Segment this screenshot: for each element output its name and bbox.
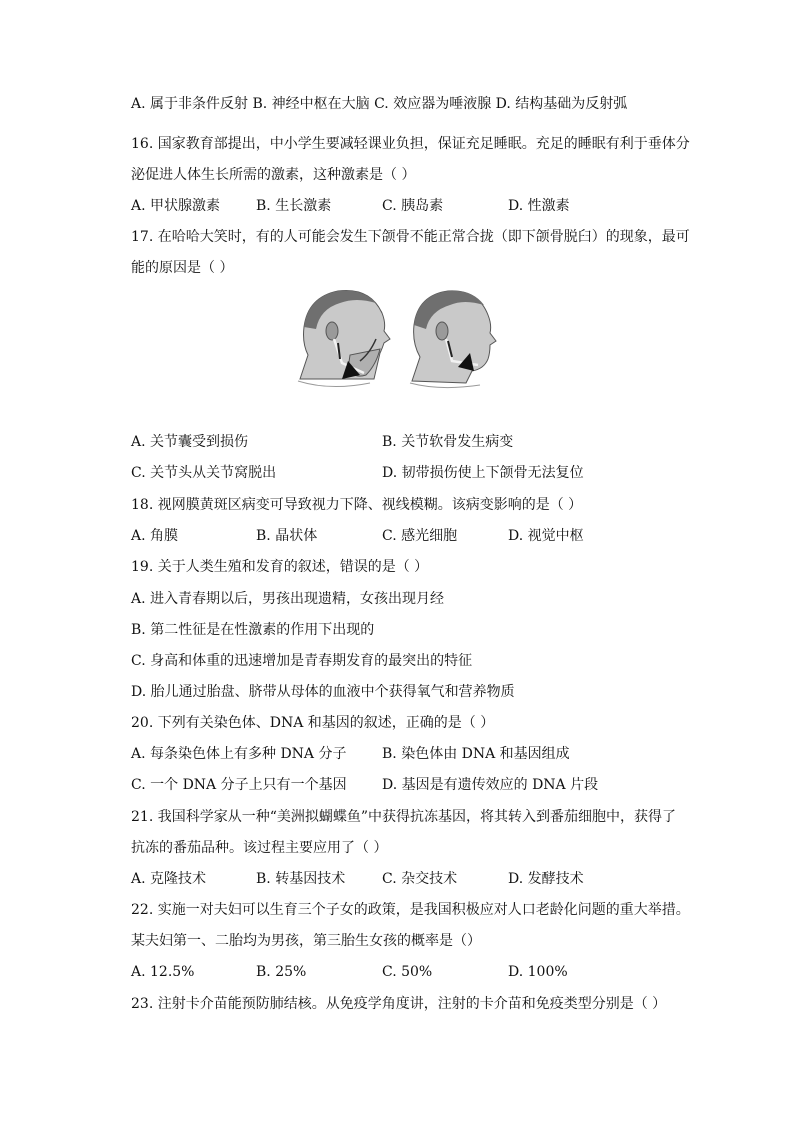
q16-option-c: C. 胰岛素 <box>382 198 444 214</box>
q17-option-a: A. 关节囊受到损伤 <box>131 434 249 450</box>
jaw-illustration <box>290 283 510 393</box>
q20-option-b: B. 染色体由 DNA 和基因组成 <box>382 746 570 762</box>
q20-options-row1 <box>131 744 731 764</box>
q17-option-d: D. 韧带损伤使上下颌骨无法复位 <box>382 465 584 481</box>
q17-option-b: B. 关节软骨发生病变 <box>382 434 514 450</box>
jaw-dislocation-figure <box>290 283 510 393</box>
q18-stem: 18. 视网膜黄斑区病变可导致视力下降、视线模糊。该病变影响的是（ ） <box>131 497 583 513</box>
q16-stem-line2: 泌促进人体生长所需的激素，这种激素是（ ） <box>131 167 416 183</box>
q19-option-d: D. 胎儿通过胎盘、脐带从母体的血液中个获得氧气和营养物质 <box>131 684 515 700</box>
q15-options: A. 属于非条件反射 B. 神经中枢在大脑 C. 效应器为唾液腺 D. 结构基础为反射弧 <box>131 96 628 112</box>
q16-options <box>131 196 731 216</box>
q16-stem-line1: 16. 国家教育部提出，中小学生要减轻课业负担，保证充足睡眠。充足的睡眠有利于垂体分 <box>131 136 690 152</box>
q18-option-c: C. 感光细胞 <box>382 528 458 544</box>
q22-option-d: D. 100% <box>508 964 568 980</box>
q19-option-a: A. 进入青春期以后，男孩出现遗精，女孩出现月经 <box>131 591 445 607</box>
q19-option-b: B. 第二性征是在性激素的作用下出现的 <box>131 622 375 638</box>
q18-option-a: A. 角膜 <box>131 528 179 544</box>
head-open-mouth-icon <box>298 290 390 386</box>
head-closed-mouth-icon <box>410 291 496 388</box>
q22-stem-line2: 某夫妇第一、二胎均为男孩，第三胎生女孩的概率是（） <box>131 933 481 949</box>
q21-options <box>131 869 731 889</box>
q21-option-d: D. 发酵技术 <box>508 871 584 887</box>
q23-stem: 23. 注射卡介苗能预防肺结核。从免疫学角度讲，注射的卡介苗和免疫类型分别是（ ） <box>131 996 667 1012</box>
q22-option-c: C. 50% <box>382 964 433 980</box>
q17-options-row2 <box>131 463 731 483</box>
q16-option-a: A. 甲状腺激素 <box>131 198 221 214</box>
q16-option-d: D. 性激素 <box>508 198 570 214</box>
q19-option-c: C. 身高和体重的迅速增加是青春期发育的最突出的特征 <box>131 653 473 669</box>
q22-option-b: B. 25% <box>256 964 307 980</box>
q21-option-a: A. 克隆技术 <box>131 871 207 887</box>
q21-option-c: C. 杂交技术 <box>382 871 458 887</box>
q18-options <box>131 526 731 546</box>
q22-option-a: A. 12.5% <box>131 964 195 980</box>
q21-stem-line1: 21. 我国科学家从一种“美洲拟蝴蝶鱼”中获得抗冻基因，将其转入到番茄细胞中，获得了 <box>131 809 677 825</box>
q20-option-a: A. 每条染色体上有多种 DNA 分子 <box>131 746 347 762</box>
q17-stem-line1: 17. 在哈哈大笑时，有的人可能会发生下颌骨不能正常合拢（即下颌骨脱臼）的现象，最可 <box>131 229 690 245</box>
q17-options-row1 <box>131 432 731 452</box>
q16-option-b: B. 生长激素 <box>256 198 332 214</box>
q20-option-d: D. 基因是有遗传效应的 DNA 片段 <box>382 777 599 793</box>
q21-stem-line2: 抗冻的番茄品种。该过程主要应用了（ ） <box>131 840 388 856</box>
q20-options-row2 <box>131 775 731 795</box>
q22-options <box>131 962 731 982</box>
q19-stem: 19. 关于人类生殖和发育的叙述，错误的是（ ） <box>131 559 429 575</box>
q17-stem-line2: 能的原因是（ ） <box>131 260 234 276</box>
q18-option-b: B. 晶状体 <box>256 528 318 544</box>
q22-stem-line1: 22. 实施一对夫妇可以生育三个子女的政策，是我国积极应对人口老龄化问题的重大举措。 <box>131 902 690 918</box>
q21-option-b: B. 转基因技术 <box>256 871 346 887</box>
q20-option-c: C. 一个 DNA 分子上只有一个基因 <box>131 777 347 793</box>
q18-option-d: D. 视觉中枢 <box>508 528 584 544</box>
q20-stem: 20. 下列有关染色体、DNA 和基因的叙述，正确的是（ ） <box>131 715 495 731</box>
q17-option-c: C. 关节头从关节窝脱出 <box>131 465 277 481</box>
